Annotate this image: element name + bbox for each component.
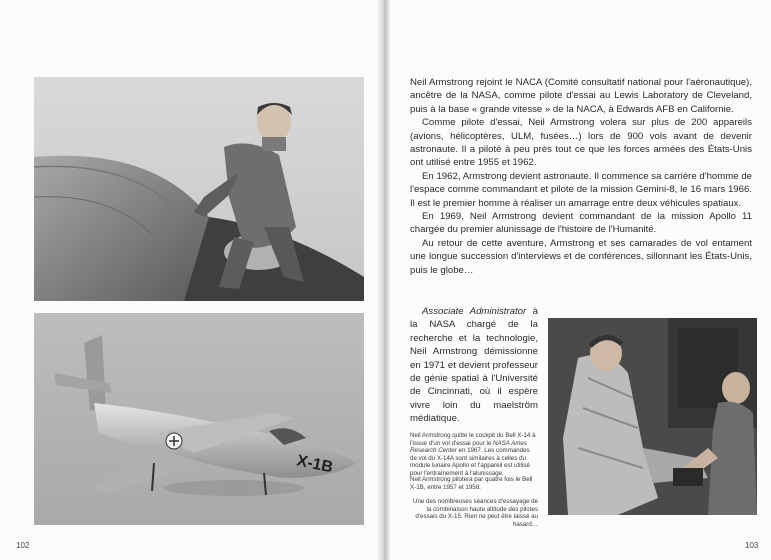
caption-text: en 1967. Les commandes de vol du X-14A sont similaires à celles du module lunaire Apollo et l'appareil est utilisé pour l'entraînement à l'alunissage.: [410, 447, 530, 477]
caption-x14: [410, 432, 538, 478]
italic-title: Associate Administrator: [422, 306, 527, 317]
paragraph: Au retour de cette aventure, Armstrong et ses camarades de vol entament une longue succession d'interviews et de conférences, sillonnant les États-Unis, puis le globe…: [410, 237, 752, 276]
paragraph: Neil Armstrong rejoint le NACA (Comité consultatif national pour l'aéronautique), ancêtre de la NASA, comme pilote d'essai au Lewis Laboratory de Cleveland, puis à la base « grande vitesse » de la NACA, à Edwards AFB en Californie.: [410, 77, 752, 115]
wrap-text-block: [410, 305, 538, 426]
book-gutter: [378, 0, 390, 560]
paragraph-wrap: [410, 305, 538, 426]
caption-x1b: Neil Armstrong pilotera par quatre fois le Bell X-1B, entre 1957 et 1958.: [410, 476, 533, 491]
pressure-suit-photo: [548, 318, 757, 515]
paragraph: En 1962, Armstrong devient astronaute. Il commence sa carrière d'homme de l'espace comme commandant et pilote de la mission Gemini-8, le 16 mars 1966. Il est le premier homme à réaliser un amarrage entre deux véhicules spatiaux.: [410, 170, 752, 209]
page-number-left: 102: [16, 541, 30, 550]
wrap-paragraph-rest: à la NASA chargé de la recherche et la technologie, Neil Armstrong démissionne en 1971 et devient professeur de génie spatial à l'Université de Cincinnati, où il espère vivre loin du maelström médiatique.: [410, 306, 538, 425]
paragraph: En 1969, Neil Armstrong devient commandant de la mission Apollo 11 chargée du premier alunissage de l'histoire de l'Humanité.: [410, 211, 752, 236]
bell-x1b-photo: [34, 313, 364, 525]
caption-italic: NASA Ames Research Center: [410, 439, 527, 455]
armstrong-cockpit-photo: [34, 77, 364, 301]
aircraft-marking: X-1B: [295, 452, 335, 477]
caption-suit: Une des nombreuses séances d'essayage de la combinaison haute altitude des pilotes d'essais du X-15. Rien ne peut être laissé au hasard…: [412, 498, 538, 528]
paragraph: Comme pilote d'essai, Neil Armstrong volera sur plus de 200 appareils (avions, hélicoptères, ULM, fusées…) lors de 900 vols avant de devenir astronaute. Il a piloté à peu près tout ce que les forces armées des États-Unis ont utilisé entre 1955 et 1962.: [410, 117, 752, 169]
main-body-text: [410, 76, 752, 277]
caption-text: Neil Armstrong quitte le cockpit du Bell X-14 à l'issue d'un vol d'essai pour le: [410, 432, 536, 447]
page-number-right: 103: [745, 541, 759, 550]
